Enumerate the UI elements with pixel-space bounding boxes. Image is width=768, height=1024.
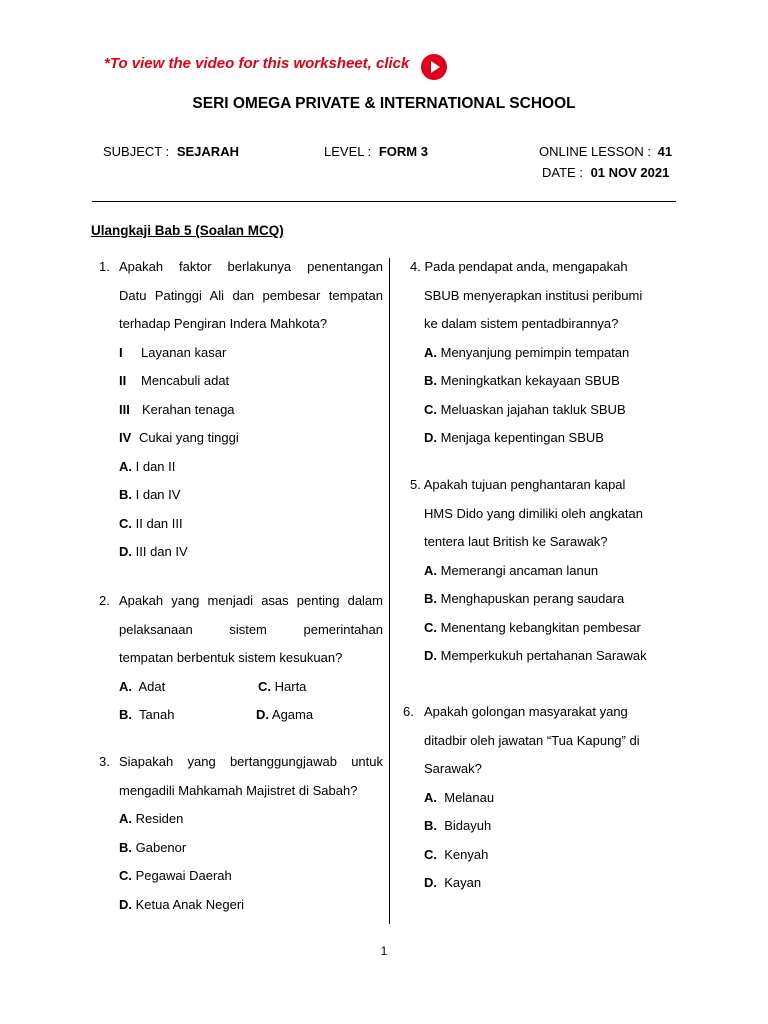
answer-option[interactable]: C. Kenyah (424, 846, 489, 862)
question-text-line: HMS Dido yang dimiliki oleh angkatan (424, 505, 643, 521)
question-1 (99, 253, 383, 567)
answer-option[interactable]: B. Menghapuskan perang saudara (424, 591, 625, 606)
date-value: 01 NOV 2021 (590, 165, 670, 180)
header-divider (92, 201, 676, 202)
question-text-line: ke dalam sistem pentadbirannya? (424, 316, 619, 331)
answer-option[interactable]: A. Adat (119, 678, 166, 694)
answer-option[interactable]: B. Tanah (119, 707, 175, 722)
answer-option[interactable]: B. Meningkatkan kekayaan SBUB (424, 373, 620, 388)
question-number: 3. (99, 754, 110, 769)
answer-option[interactable]: D. Menjaga kepentingan SBUB (424, 430, 604, 445)
question-text-line: Apakah yang menjadi asas penting dalam (119, 593, 383, 608)
answer-option[interactable]: A. Memerangi ancaman lanun (424, 562, 599, 578)
question-text-line: Datu Patinggi Ali dan pembesar tempatan (119, 287, 383, 303)
video-link[interactable]: *To view the video for this worksheet, click (104, 55, 410, 72)
question-number: 6. (403, 704, 414, 719)
date-label: DATE : (542, 165, 583, 180)
question-text-line: Apakah tujuan penghantaran kapal (423, 477, 626, 492)
answer-option[interactable]: A. Menyanjung pemimpin tempatan (424, 344, 630, 360)
statement-item: II Mencabuli adat (119, 373, 230, 388)
answer-option[interactable]: C. Pegawai Daerah (119, 868, 232, 883)
lesson-field (539, 144, 672, 159)
question-5 (410, 471, 680, 671)
answer-option[interactable]: D. Kayan (424, 875, 482, 890)
question-3 (99, 748, 383, 919)
question-text-line: Apakah golongan masyarakat yang (423, 704, 628, 719)
question-text-line: Siapakah yang bertanggungjawab untuk (119, 754, 383, 769)
lesson-label: ONLINE LESSON : (539, 144, 651, 159)
answer-option[interactable]: A. Melanau (424, 789, 495, 805)
question-text-line: SBUB menyerapkan institusi peribumi (424, 287, 643, 303)
question-text-line: ditadbir oleh jawatan “Tua Kapung” di (424, 732, 640, 748)
answer-option[interactable]: C. Harta (258, 678, 307, 694)
lesson-value: 41 (657, 144, 673, 159)
question-number: 5. (410, 477, 421, 492)
answer-option[interactable]: C. Meluaskan jajahan takluk SBUB (424, 401, 626, 417)
statement-item: III Kerahan tenaga (119, 401, 235, 417)
answer-option[interactable]: A. I dan II (119, 458, 176, 474)
level-value: FORM 3 (378, 144, 428, 159)
answer-option[interactable]: C. II dan III (119, 515, 183, 531)
subject-label: SUBJECT : (103, 144, 170, 159)
answer-option[interactable]: A. Residen (119, 811, 184, 826)
level-field (324, 144, 428, 159)
date-field (542, 165, 669, 180)
question-number: 4. (410, 259, 421, 274)
question-text-line: Apakah faktor berlakunya penentangan (119, 259, 383, 274)
play-icon[interactable] (421, 54, 447, 80)
statement-item: I Layanan kasar (119, 344, 227, 360)
subject-value: SEJARAH (176, 144, 239, 159)
answer-option[interactable]: B. Bidayuh (424, 818, 492, 833)
answer-option[interactable]: B. Gabenor (119, 839, 187, 855)
question-2 (99, 587, 383, 730)
page-number: 1 (380, 944, 388, 958)
question-number: 2. (99, 593, 110, 608)
question-text-line: tempatan berbentuk sistem kesukuan? (119, 650, 343, 665)
question-text-line: Sarawak? (424, 761, 482, 776)
question-6 (403, 698, 679, 898)
question-text-line: mengadili Mahkamah Majistret di Sabah? (119, 782, 358, 798)
question-text-line: terhadap Pengiran Indera Mahkota? (119, 316, 328, 331)
subject-field (103, 144, 239, 159)
question-text-line: tentera laut British ke Sarawak? (424, 534, 608, 549)
question-4 (410, 253, 680, 453)
level-label: LEVEL : (324, 144, 372, 159)
answer-option[interactable]: D. Memperkukuh pertahanan Sarawak (424, 648, 647, 663)
answer-option[interactable]: D. III dan IV (119, 544, 188, 559)
section-title: Ulangkaji Bab 5 (Soalan MCQ) (91, 223, 284, 238)
answer-option[interactable]: D. Ketua Anak Negeri (119, 896, 245, 912)
question-text-line: pelaksanaan sistem pemerintahan (119, 621, 383, 637)
question-number: 1. (99, 259, 110, 274)
answer-option[interactable]: C. Menentang kebangkitan pembesar (424, 619, 641, 635)
school-name: SERI OMEGA PRIVATE & INTERNATIONAL SCHOOL (192, 95, 576, 112)
question-text-line: Pada pendapat anda, mengapakah (424, 259, 628, 274)
answer-option[interactable]: D. Agama (256, 707, 314, 722)
statement-item: IV Cukai yang tinggi (119, 430, 239, 445)
answer-option[interactable]: B. I dan IV (119, 487, 181, 502)
column-divider (389, 258, 390, 924)
